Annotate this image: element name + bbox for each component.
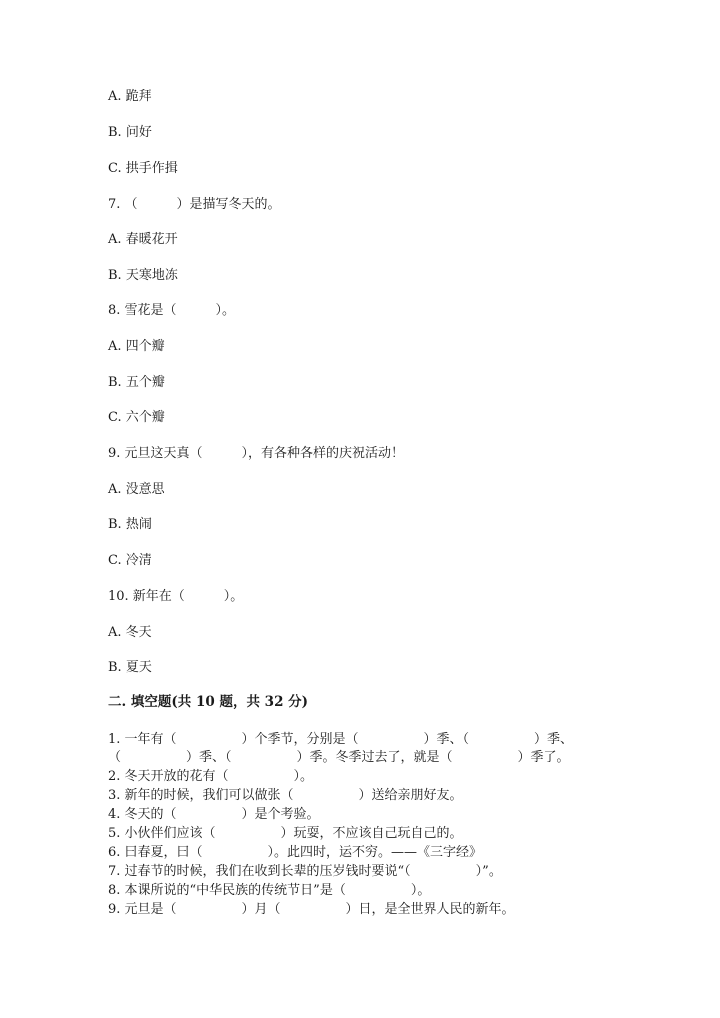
question-8: 8. 雪花是（ ）。 — [108, 303, 236, 318]
question-9: 9. 元旦这天真（ ），有各种各样的庆祝活动！ — [108, 446, 405, 461]
fill-question-1-cont: （ ）季、（ ）季。冬季过去了，就是（ ）季了。 — [108, 750, 570, 765]
question-7: 7. （ ）是描写冬天的。 — [108, 197, 281, 212]
option-a-winter: A. 冬天 — [108, 625, 152, 640]
option-c-quiet: C. 冷清 — [108, 553, 152, 568]
option-b-cold: B. 天寒地冻 — [108, 268, 178, 283]
option-c-bow: C. 拱手作揖 — [108, 161, 178, 176]
option-b-five: B. 五个瓣 — [108, 375, 165, 390]
fill-question-3: 3. 新年的时候，我们可以做张（ ）送给亲朋好友。 — [108, 788, 463, 803]
option-a-kneel: A. 跪拜 — [108, 89, 152, 104]
option-a-four: A. 四个瓣 — [108, 339, 165, 354]
fill-question-9: 9. 元旦是（ ）月（ ）日，是全世界人民的新年。 — [108, 902, 515, 917]
option-b-greet: B. 问好 — [108, 125, 152, 140]
option-c-six: C. 六个瓣 — [108, 410, 165, 425]
option-b-lively: B. 热闹 — [108, 517, 152, 532]
option-b-summer: B. 夏天 — [108, 660, 152, 675]
fill-question-4: 4. 冬天的（ ）是个考验。 — [108, 807, 320, 822]
option-a-boring: A. 没意思 — [108, 482, 165, 497]
fill-question-7: 7. 过春节的时候，我们在收到长辈的压岁钱时要说“（ ）”。 — [108, 864, 502, 879]
section-2-title: 二. 填空题(共 10 题，共 32 分) — [108, 694, 309, 710]
option-a-spring: A. 春暖花开 — [108, 232, 178, 247]
fill-question-5: 5. 小伙伴们应该（ ）玩耍，不应该自己玩自己的。 — [108, 826, 463, 841]
question-10: 10. 新年在（ ）。 — [108, 589, 244, 604]
fill-question-6: 6. 曰春夏，曰（ ）。此四时，运不穷。——《三字经》 — [108, 845, 483, 860]
fill-question-1: 1. 一年有（ ）个季节，分别是（ ）季、（ ）季、 — [108, 732, 574, 747]
fill-question-2: 2. 冬天开放的花有（ ）。 — [108, 769, 314, 784]
fill-question-8: 8. 本课所说的“中华民族的传统节日”是（ ）。 — [108, 883, 431, 898]
